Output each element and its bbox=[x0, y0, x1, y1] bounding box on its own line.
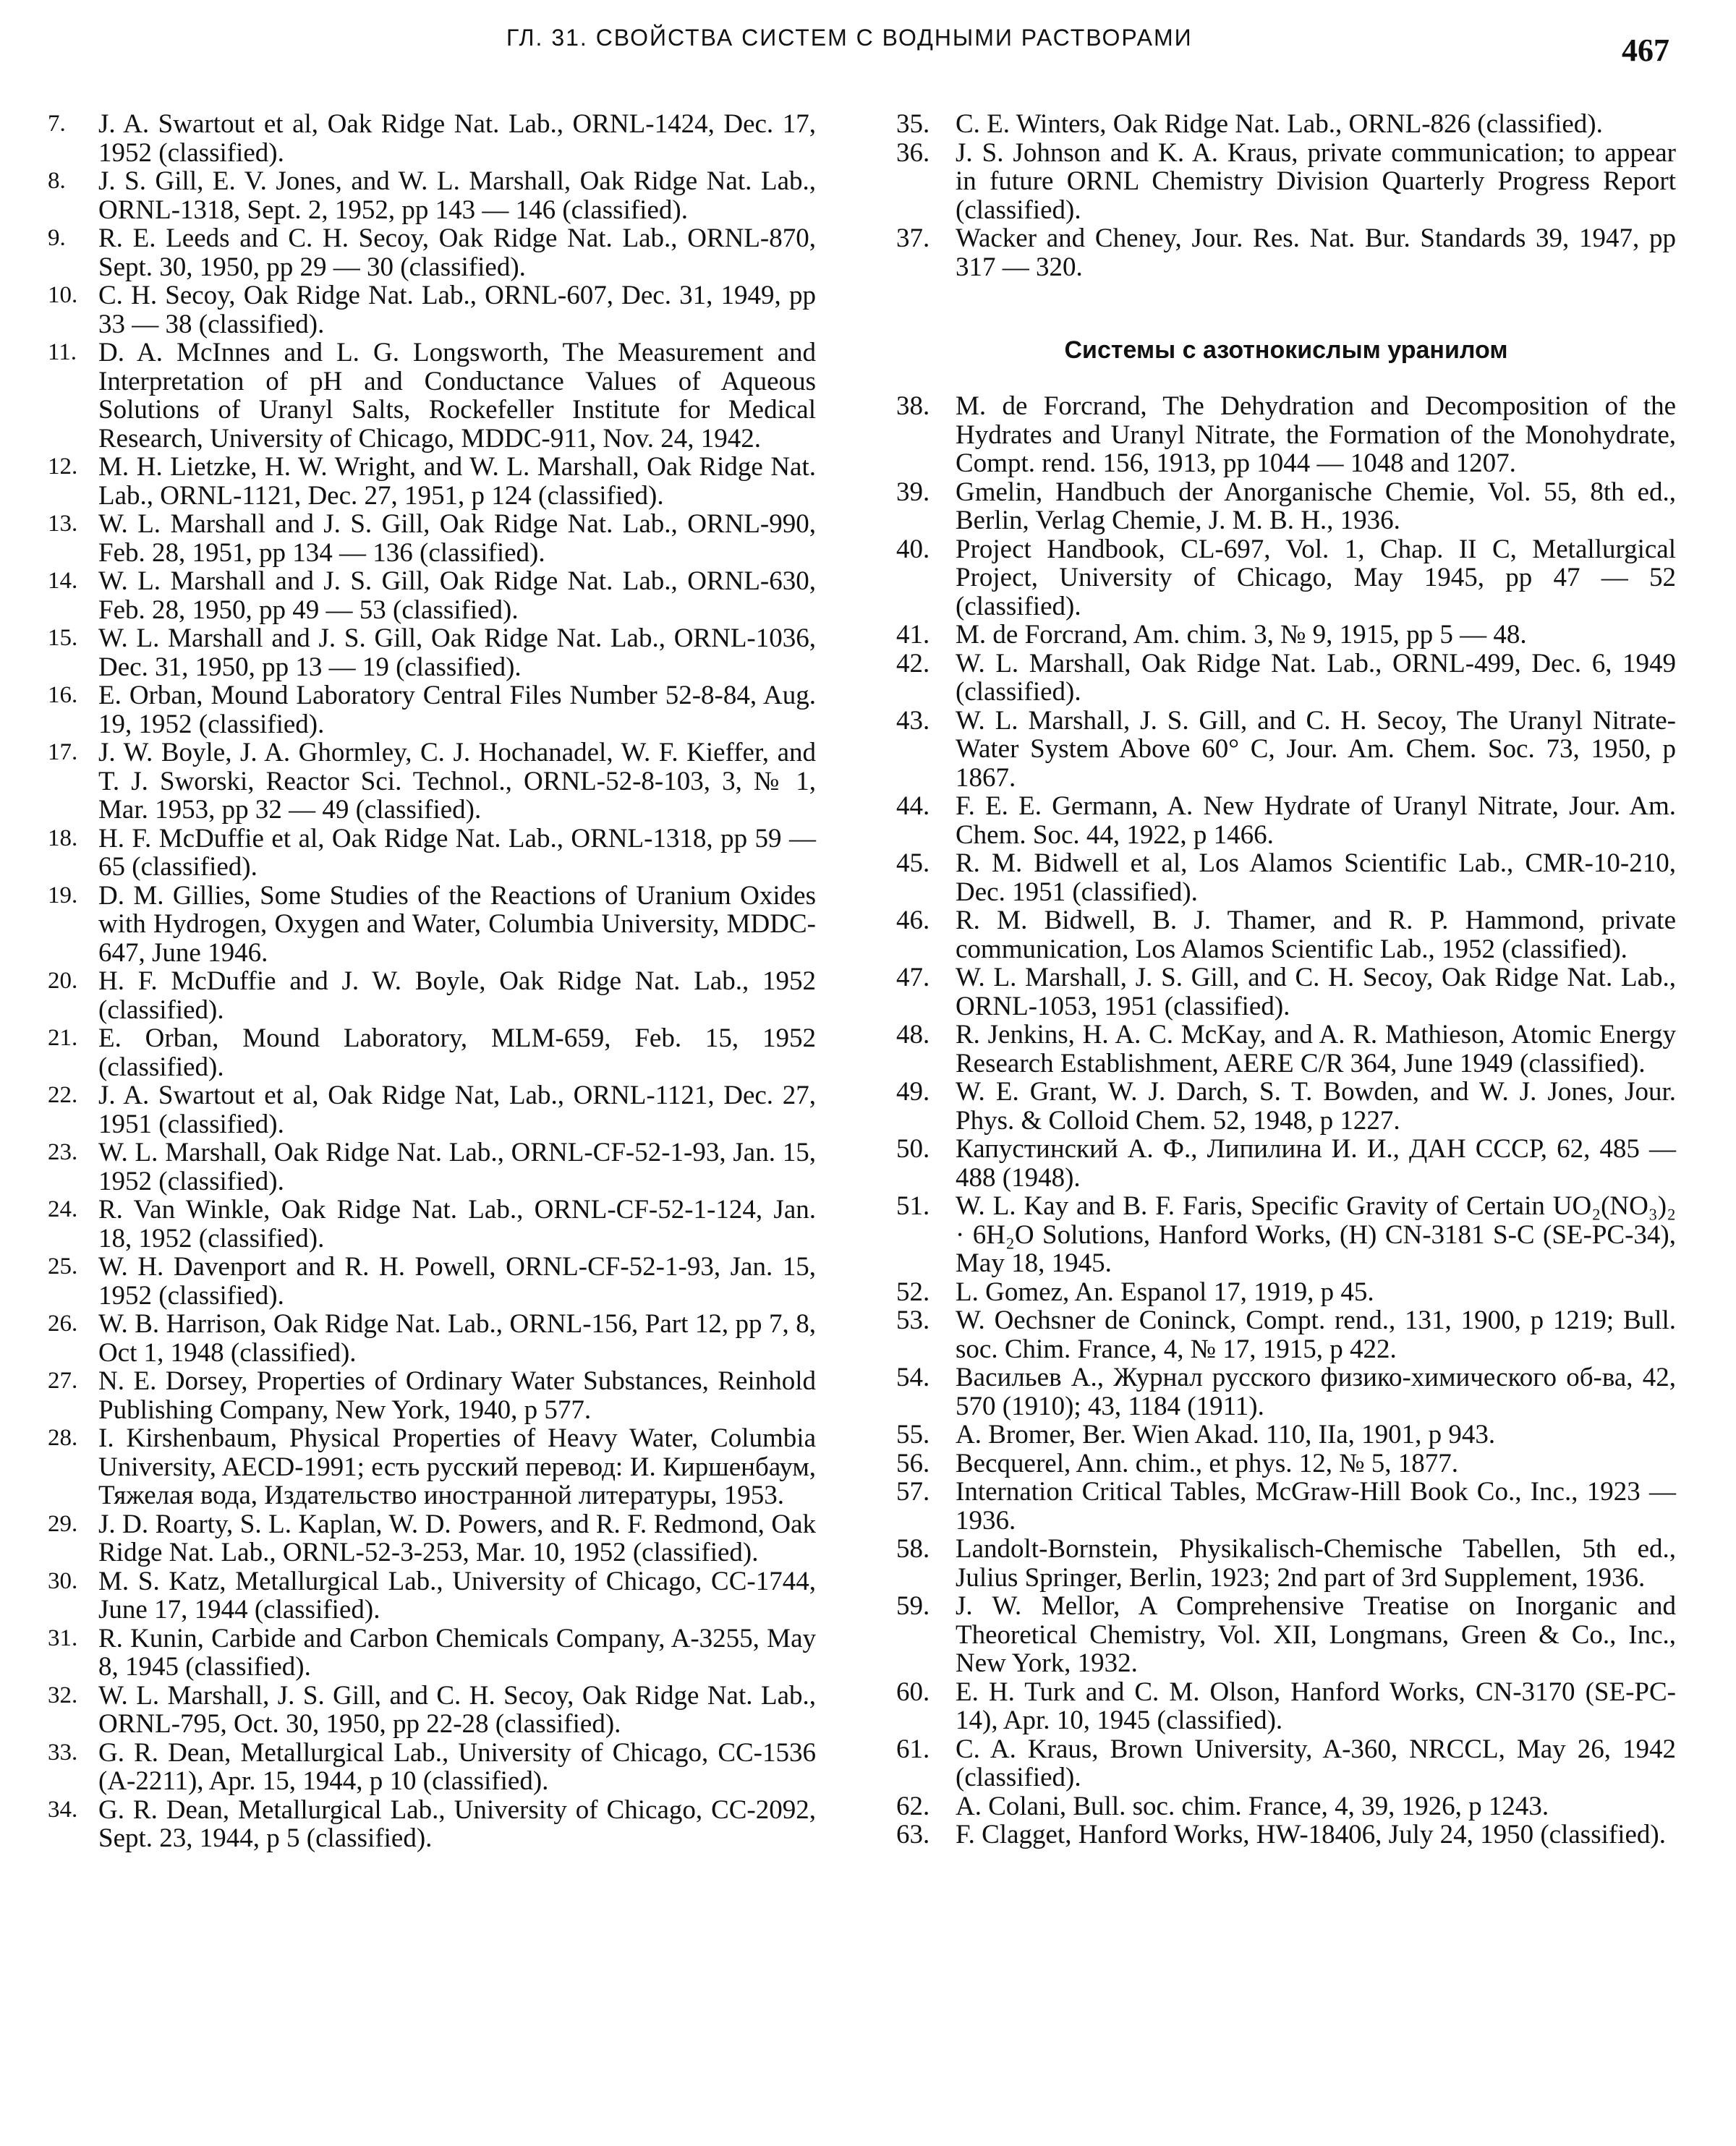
reference-text: J. A. Swartout et al, Oak Ridge Nat, Lab., ORNL-1121, Dec. 27, 1951 (classified). bbox=[98, 1081, 816, 1139]
reference-text: R. Kunin, Carbide and Carbon Chemicals Company, A-3255, May 8, 1945 (classified). bbox=[98, 1623, 816, 1682]
reference-number: 22. bbox=[48, 1082, 78, 1108]
reference-item bbox=[896, 650, 1676, 707]
reference-text: W. B. Harrison, Oak Ridge Nat. Lab., ORNL-156, Part 12, pp 7, 8, Oct 1, 1948 (classified). bbox=[98, 1309, 816, 1368]
reference-number: 56. bbox=[896, 1448, 930, 1478]
reference-number: 12. bbox=[48, 454, 78, 480]
reference-item bbox=[41, 1796, 816, 1853]
reference-item bbox=[896, 849, 1676, 906]
reference-text: A. Bromer, Ber. Wien Akad. 110, IIa, 1901, p 943. bbox=[956, 1420, 1496, 1449]
reference-number: 9. bbox=[48, 225, 66, 251]
reference-item bbox=[41, 1567, 816, 1625]
reference-text: W. L. Marshall and J. S. Gill, Oak Ridge Nat. Lab., ORNL-1036, Dec. 31, 1950, pp 13 — 19 (classified). bbox=[98, 623, 816, 682]
reference-number: 28. bbox=[48, 1425, 78, 1451]
reference-text: Капустинский А. Ф., Липилина И. И., ДАН СССР, 62, 485 — 488 (1948). bbox=[956, 1134, 1676, 1193]
reference-text: J. S. Gill, E. V. Jones, and W. L. Marshall, Oak Ridge Nat. Lab., ORNL-1318, Sept. 2, 1952, pp 143 — 146 (classified). bbox=[98, 166, 816, 225]
reference-item bbox=[41, 624, 816, 681]
reference-number: 27. bbox=[48, 1368, 78, 1394]
reference-text: R. E. Leeds and C. H. Secoy, Oak Ridge Nat. Lab., ORNL-870, Sept. 30, 1950, pp 29 — 30 (classified). bbox=[98, 223, 816, 282]
reference-text: W. L. Marshall, Oak Ridge Nat. Lab., ORNL-CF-52-1-93, Jan. 15, 1952 (classified). bbox=[98, 1138, 816, 1196]
reference-item bbox=[896, 1449, 1676, 1478]
reference-number: 54. bbox=[896, 1363, 930, 1392]
reference-item bbox=[41, 281, 816, 338]
reference-item bbox=[41, 1024, 816, 1081]
reference-number: 31. bbox=[48, 1625, 78, 1651]
reference-text: D. M. Gillies, Some Studies of the Reactions of Uranium Oxides with Hydrogen, Oxygen and Water, Columbia University, MDDC-647, June 1946. bbox=[98, 880, 816, 968]
reference-number: 37. bbox=[896, 223, 930, 253]
reference-number: 14. bbox=[48, 568, 78, 594]
reference-number: 48. bbox=[896, 1020, 930, 1049]
reference-number: 55. bbox=[896, 1420, 930, 1449]
reference-number: 34. bbox=[48, 1796, 78, 1823]
reference-item bbox=[896, 1735, 1676, 1792]
reference-item bbox=[896, 1135, 1676, 1192]
reference-item bbox=[896, 1278, 1676, 1307]
reference-number: 16. bbox=[48, 682, 78, 708]
reference-item bbox=[896, 1478, 1676, 1535]
reference-text: C. E. Winters, Oak Ridge Nat. Lab., ORNL-826 (classified). bbox=[956, 109, 1603, 139]
reference-number: 13. bbox=[48, 511, 78, 537]
reference-text: Landolt-Bornstein, Physikalisch-Chemische Tabellen, 5th ed., Julius Springer, Berlin, 1923; 2nd part of 3rd Supplement, 1936. bbox=[956, 1534, 1676, 1593]
reference-number: 25. bbox=[48, 1253, 78, 1279]
reference-item bbox=[41, 567, 816, 624]
reference-item bbox=[896, 1792, 1676, 1821]
reference-text: H. F. McDuffie and J. W. Boyle, Oak Ridge Nat. Lab., 1952 (classified). bbox=[98, 966, 816, 1025]
reference-text: H. F. McDuffie et al, Oak Ridge Nat. Lab., ORNL-1318, pp 59 — 65 (classified). bbox=[98, 823, 816, 882]
reference-text: W. Oechsner de Coninck, Compt. rend., 131, 1900, p 1219; Bull. soc. Chim. France, 4, № 17, 1915, p 422. bbox=[956, 1306, 1676, 1364]
reference-text: W. E. Grant, W. J. Darch, S. T. Bowden, and W. J. Jones, Jour. Phys. & Colloid Chem. 52, 1948, p 1227. bbox=[956, 1077, 1676, 1136]
reference-item bbox=[896, 535, 1676, 621]
reference-item bbox=[896, 478, 1676, 535]
reference-item bbox=[41, 967, 816, 1024]
reference-number: 17. bbox=[48, 739, 78, 765]
reference-text: C. A. Kraus, Brown University, A-360, NRCCL, May 26, 1942 (classified). bbox=[956, 1734, 1676, 1792]
reference-number: 61. bbox=[896, 1734, 930, 1764]
reference-text: Васильев А., Журнал русского физико-химического об-ва, 42, 570 (1910); 43, 1184 (1911). bbox=[956, 1363, 1676, 1421]
reference-item bbox=[41, 510, 816, 567]
right-column bbox=[896, 110, 1676, 1849]
reference-number: 39. bbox=[896, 477, 930, 507]
reference-text: R. M. Bidwell et al, Los Alamos Scientific Lab., CMR-10-210, Dec. 1951 (classified). bbox=[956, 848, 1676, 907]
reference-number: 18. bbox=[48, 825, 78, 851]
reference-number: 29. bbox=[48, 1510, 78, 1537]
reference-item bbox=[896, 963, 1676, 1021]
reference-item bbox=[896, 906, 1676, 963]
reference-text: G. R. Dean, Metallurgical Lab., University of Chicago, CC-1536 (A-2211), Apr. 15, 1944, p 10 (classified). bbox=[98, 1737, 816, 1796]
reference-number: 36. bbox=[896, 137, 930, 168]
reference-number: 60. bbox=[896, 1677, 930, 1707]
reference-item bbox=[896, 707, 1676, 793]
reference-item bbox=[896, 1078, 1676, 1135]
reference-number: 24. bbox=[48, 1196, 78, 1222]
reference-number: 26. bbox=[48, 1311, 78, 1337]
reference-text: Gmelin, Handbuch der Anorganische Chemie, Vol. 55, 8th ed., Berlin, Verlag Chemie, J. M. B. H., 1936. bbox=[956, 477, 1676, 535]
reference-number: 30. bbox=[48, 1567, 78, 1594]
reference-text: W. L. Marshall, J. S. Gill, and C. H. Secoy, The Uranyl Nitrate-Water System Above 60° C, Jour. Am. Chem. Soc. 73, 1950, p 1867. bbox=[956, 705, 1676, 793]
reference-number: 23. bbox=[48, 1139, 78, 1165]
reference-item bbox=[896, 110, 1676, 139]
reference-item bbox=[41, 1253, 816, 1310]
reference-number: 8. bbox=[48, 168, 66, 194]
reference-number: 57. bbox=[896, 1477, 930, 1507]
reference-item bbox=[896, 1192, 1676, 1278]
reference-text: M. S. Katz, Metallurgical Lab., University of Chicago, CC-1744, June 17, 1944 (classified). bbox=[98, 1566, 816, 1625]
reference-text: F. E. E. Germann, A. New Hydrate of Uranyl Nitrate, Jour. Am. Chem. Soc. 44, 1922, p 1466. bbox=[956, 791, 1676, 850]
reference-item bbox=[41, 738, 816, 825]
reference-text: R. Jenkins, H. A. C. McKay, and A. R. Mathieson, Atomic Energy Research Establishment, AERE C/R 364, June 1949 (classified). bbox=[956, 1020, 1676, 1078]
reference-text: M. de Forcrand, The Dehydration and Decomposition of the Hydrates and Uranyl Nitrate, the Formation of the Monohydrate, Compt. rend. 156, 1913, pp 1044 — 1048 and 1207. bbox=[956, 391, 1676, 478]
reference-text: D. A. McInnes and L. G. Longsworth, The Measurement and Interpretation of pH and Conductance Values of Aqueous Solutions of Uranyl Salts, Rockefeller Institute for Medical Research, University of Chicago, MDDC-911, Nov. 24, 1942. bbox=[98, 338, 816, 454]
reference-item bbox=[41, 1138, 816, 1196]
reference-number: 44. bbox=[896, 791, 930, 821]
reference-number: 50. bbox=[896, 1134, 930, 1164]
reference-number: 11. bbox=[48, 339, 77, 365]
reference-number: 52. bbox=[896, 1277, 930, 1307]
reference-item bbox=[896, 224, 1676, 281]
reference-text: W. L. Kay and B. F. Faris, Specific Gravity of Certain UO₂(NO₃)₂ · 6H₂O Solutions, Hanford Works, (H) CN-3181 S-C (SE-PC-34), May 18, 1945. bbox=[956, 1191, 1676, 1278]
reference-item bbox=[41, 224, 816, 281]
reference-text: N. E. Dorsey, Properties of Ordinary Water Substances, Reinhold Publishing Company, New York, 1940, p 577. bbox=[98, 1366, 816, 1425]
reference-item bbox=[896, 139, 1676, 225]
reference-item bbox=[41, 1625, 816, 1682]
reference-text: J. W. Mellor, A Comprehensive Treatise on Inorganic and Theoretical Chemistry, Vol. XII, Longmans, Green & Co., Inc., New York, 1932. bbox=[956, 1591, 1676, 1678]
reference-item bbox=[896, 792, 1676, 849]
reference-text: E. Orban, Mound Laboratory Central Files Number 52-8-84, Aug. 19, 1952 (classified). bbox=[98, 681, 816, 739]
reference-item bbox=[896, 1363, 1676, 1421]
reference-text: M. de Forcrand, Am. chim. 3, № 9, 1915, pp 5 — 48. bbox=[956, 620, 1527, 650]
reference-item bbox=[41, 1424, 816, 1510]
reference-number: 33. bbox=[48, 1739, 78, 1766]
reference-number: 32. bbox=[48, 1682, 78, 1708]
reference-number: 41. bbox=[896, 620, 930, 650]
reference-item bbox=[41, 1739, 816, 1796]
running-header: ГЛ. 31. СВОЙСТВА СИСТЕМ С ВОДНЫМИ РАСТВОРАМИ bbox=[506, 25, 1193, 51]
reference-item bbox=[41, 825, 816, 882]
reference-text: F. Clagget, Hanford Works, HW-18406, July 24, 1950 (classified). bbox=[956, 1820, 1666, 1849]
reference-text: W. L. Marshall, J. S. Gill, and C. H. Secoy, Oak Ridge Nat. Lab., ORNL-1053, 1951 (classified). bbox=[956, 963, 1676, 1021]
reference-item bbox=[41, 1367, 816, 1424]
reference-number: 62. bbox=[896, 1791, 930, 1821]
reference-text: E. H. Turk and C. M. Olson, Hanford Works, CN-3170 (SE-PC-14), Apr. 10, 1945 (classified). bbox=[956, 1677, 1676, 1735]
reference-item bbox=[41, 453, 816, 510]
reference-text: J. A. Swartout et al, Oak Ridge Nat. Lab., ORNL-1424, Dec. 17, 1952 (classified). bbox=[98, 109, 816, 168]
reference-number: 45. bbox=[896, 848, 930, 878]
reference-item bbox=[896, 1535, 1676, 1592]
reference-item bbox=[896, 392, 1676, 478]
reference-item bbox=[41, 681, 816, 738]
reference-number: 21. bbox=[48, 1025, 78, 1051]
reference-number: 46. bbox=[896, 906, 930, 935]
reference-text: L. Gomez, An. Espanol 17, 1919, p 45. bbox=[956, 1277, 1374, 1307]
reference-text: R. Van Winkle, Oak Ridge Nat. Lab., ORNL-CF-52-1-124, Jan. 18, 1952 (classified). bbox=[98, 1195, 816, 1253]
reference-number: 63. bbox=[896, 1820, 930, 1849]
reference-number: 53. bbox=[896, 1306, 930, 1335]
reference-text: J. W. Boyle, J. A. Ghormley, C. J. Hochanadel, W. F. Kieffer, and T. J. Sworski, Reactor Sci. Technol., ORNL-52-8-103, 3, № 1, Mar. 1953, pp 32 — 49 (classified). bbox=[98, 738, 816, 825]
reference-text: Project Handbook, CL-697, Vol. 1, Chap. II C, Metallurgical Project, University of Chicago, May 1945, pp 47 — 52 (classified). bbox=[956, 534, 1676, 621]
reference-item bbox=[896, 621, 1676, 650]
reference-number: 10. bbox=[48, 282, 78, 308]
reference-number: 40. bbox=[896, 534, 930, 564]
reference-text: G. R. Dean, Metallurgical Lab., University of Chicago, CC-2092, Sept. 23, 1944, p 5 (classified). bbox=[98, 1794, 816, 1853]
reference-number: 51. bbox=[896, 1191, 930, 1221]
reference-number: 42. bbox=[896, 648, 930, 678]
reference-text: R. M. Bidwell, B. J. Thamer, and R. P. Hammond, private communication, Los Alamos Scientific Lab., 1952 (classified). bbox=[956, 906, 1676, 964]
reference-text: Internation Critical Tables, McGraw-Hill Book Co., Inc., 1923 — 1936. bbox=[956, 1477, 1676, 1536]
reference-item bbox=[896, 1421, 1676, 1449]
reference-text: W. L. Marshall and J. S. Gill, Oak Ridge Nat. Lab., ORNL-990, Feb. 28, 1951, pp 134 — 136 (classified). bbox=[98, 509, 816, 568]
reference-item bbox=[896, 1021, 1676, 1078]
reference-text: A. Colani, Bull. soc. chim. France, 4, 39, 1926, p 1243. bbox=[956, 1791, 1549, 1821]
reference-text: C. H. Secoy, Oak Ridge Nat. Lab., ORNL-607, Dec. 31, 1949, pp 33 — 38 (classified). bbox=[98, 281, 816, 339]
reference-text: W. L. Marshall, Oak Ridge Nat. Lab., ORNL-499, Dec. 6, 1949 (classified). bbox=[956, 648, 1676, 707]
reference-number: 15. bbox=[48, 625, 78, 651]
reference-item bbox=[896, 1821, 1676, 1849]
reference-item bbox=[41, 167, 816, 224]
reference-item bbox=[41, 1510, 816, 1567]
reference-text: Wacker and Cheney, Jour. Res. Nat. Bur. Standards 39, 1947, pp 317 — 320. bbox=[956, 223, 1676, 282]
reference-number: 19. bbox=[48, 882, 78, 908]
reference-number: 35. bbox=[896, 109, 930, 139]
reference-item bbox=[41, 338, 816, 453]
reference-number: 20. bbox=[48, 968, 78, 994]
reference-item bbox=[41, 1310, 816, 1367]
reference-text: W. L. Marshall, J. S. Gill, and C. H. Secoy, Oak Ridge Nat. Lab., ORNL-795, Oct. 30, 1950, pp 22-28 (classified). bbox=[98, 1680, 816, 1739]
reference-text: J. S. Johnson and K. A. Kraus, private communication; to appear in future ORNL Chemistry Division Quarterly Progress Report (classified). bbox=[956, 137, 1676, 225]
reference-number: 58. bbox=[896, 1534, 930, 1564]
reference-text: Becquerel, Ann. chim., et phys. 12, № 5, 1877. bbox=[956, 1448, 1459, 1478]
reference-text: I. Kirshenbaum, Physical Properties of Heavy Water, Columbia University, AECD-1991; есть русский перевод: И. Киршенбаум, Тяжелая вода, Издательство иностранной литературы, 1953. bbox=[98, 1423, 816, 1510]
reference-number: 49. bbox=[896, 1077, 930, 1107]
reference-item bbox=[41, 1196, 816, 1253]
reference-number: 7. bbox=[48, 111, 66, 137]
reference-item bbox=[896, 1306, 1676, 1363]
reference-text: W. L. Marshall and J. S. Gill, Oak Ridge Nat. Lab., ORNL-630, Feb. 28, 1950, pp 49 — 53 (classified). bbox=[98, 566, 816, 625]
page-number: 467 bbox=[1622, 33, 1669, 68]
section-title: Системы с азотнокислым уранилом bbox=[1064, 336, 1508, 364]
reference-number: 59. bbox=[896, 1591, 930, 1621]
reference-item bbox=[896, 1592, 1676, 1678]
left-column bbox=[41, 110, 816, 1853]
reference-text: M. H. Lietzke, H. W. Wright, and W. L. Marshall, Oak Ridge Nat. Lab., ORNL-1121, Dec. 27, 1951, p 124 (classified). bbox=[98, 452, 816, 511]
reference-item bbox=[41, 110, 816, 167]
reference-text: E. Orban, Mound Laboratory, MLM-659, Feb. 15, 1952 (classified). bbox=[98, 1023, 816, 1082]
reference-number: 38. bbox=[896, 391, 930, 421]
reference-list-top bbox=[896, 110, 1676, 281]
reference-item bbox=[41, 1081, 816, 1138]
reference-text: J. D. Roarty, S. L. Kaplan, W. D. Powers, and R. F. Redmond, Oak Ridge Nat. Lab., ORNL-52-3-253, Mar. 10, 1952 (classified). bbox=[98, 1509, 816, 1567]
reference-item bbox=[41, 882, 816, 968]
reference-text: W. H. Davenport and R. H. Powell, ORNL-CF-52-1-93, Jan. 15, 1952 (classified). bbox=[98, 1252, 816, 1311]
reference-item bbox=[41, 1682, 816, 1739]
reference-number: 47. bbox=[896, 963, 930, 992]
reference-item bbox=[896, 1678, 1676, 1735]
reference-number: 43. bbox=[896, 705, 930, 736]
reference-list-bottom bbox=[896, 392, 1676, 1849]
